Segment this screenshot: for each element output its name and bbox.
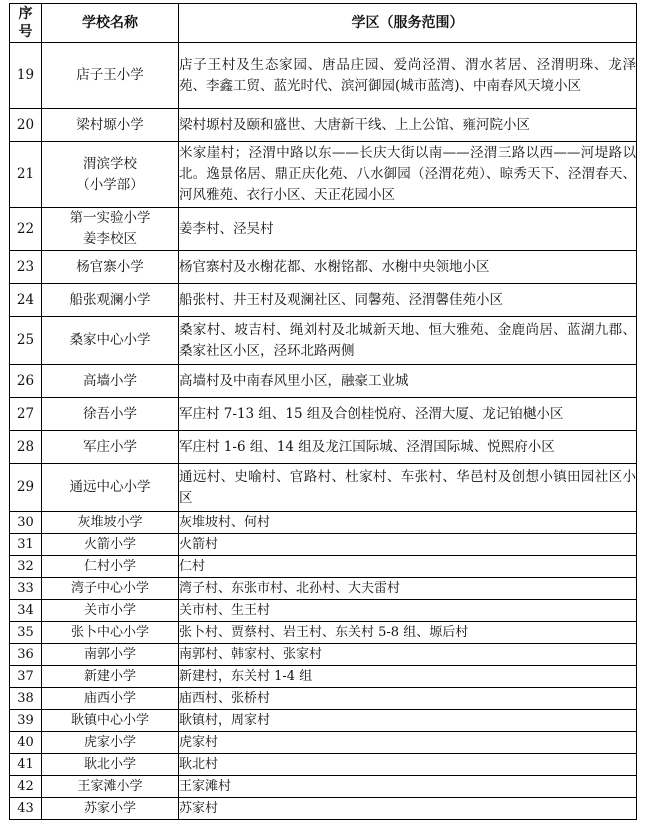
table-row [10, 776, 637, 798]
school-name: 店子王小学 [42, 43, 179, 109]
district-area: 新建村，东关村 1-4 组 [179, 666, 637, 688]
row-number: 36 [10, 644, 42, 666]
table-row [10, 688, 637, 710]
table-row [10, 556, 637, 578]
school-name: 火箭小学 [42, 534, 179, 556]
row-number: 32 [10, 556, 42, 578]
row-number: 41 [10, 754, 42, 776]
district-area: 船张村、井王村及观澜社区、同馨苑、泾渭馨佳苑小区 [179, 284, 637, 317]
school-name: 南郭小学 [42, 644, 179, 666]
school-name: 湾子中心小学 [42, 578, 179, 600]
table-row [10, 464, 637, 512]
district-area: 仁村 [179, 556, 637, 578]
school-name: 徐吾小学 [42, 398, 179, 431]
school-name: 军庄小学 [42, 431, 179, 464]
school-name: 桑家中心小学 [42, 317, 179, 365]
district-area: 张卜村、贾蔡村、岩王村、东关村 5-8 组、塬后村 [179, 622, 637, 644]
table-row [10, 622, 637, 644]
school-name: 张卜中心小学 [42, 622, 179, 644]
district-area: 灰堆坡村、何村 [179, 512, 637, 534]
school-name: 虎家小学 [42, 732, 179, 754]
school-name: 第一实验小学 姜李校区 [42, 208, 179, 251]
row-number: 37 [10, 666, 42, 688]
district-area: 米家崖村；泾渭中路以东——长庆大街以南——泾渭三路以西——河堤路以北。逸景佲居、鼎正庆化苑、八水御园（泾渭花苑）、晾秀天下、泾渭春天、河风雅苑、衣行小区、天正花园小区 [179, 142, 637, 208]
row-number: 22 [10, 208, 42, 251]
row-number: 29 [10, 464, 42, 512]
row-number: 26 [10, 365, 42, 398]
school-name: 高墙小学 [42, 365, 179, 398]
school-district-table [9, 3, 637, 820]
row-number: 33 [10, 578, 42, 600]
school-name: 灰堆坡小学 [42, 512, 179, 534]
table-row [10, 431, 637, 464]
table-row [10, 284, 637, 317]
school-name: 庙西小学 [42, 688, 179, 710]
table-row [10, 109, 637, 142]
district-area: 高墙村及中南春风里小区，融豪工业城 [179, 365, 637, 398]
table-row [10, 644, 637, 666]
table-row [10, 43, 637, 109]
table-row [10, 398, 637, 431]
school-name: 王家滩小学 [42, 776, 179, 798]
district-area: 火箭村 [179, 534, 637, 556]
school-name: 渭滨学校 （小学部） [42, 142, 179, 208]
school-district-table-container [9, 3, 637, 820]
row-number: 21 [10, 142, 42, 208]
district-area: 通远村、史喻村、官路村、杜家村、车张村、华邑村及创想小镇田园社区小区 [179, 464, 637, 512]
table-row [10, 208, 637, 251]
district-area: 耿镇村，周家村 [179, 710, 637, 732]
table-row [10, 142, 637, 208]
district-area: 姜李村、泾吴村 [179, 208, 637, 251]
row-number: 23 [10, 251, 42, 284]
table-body [10, 43, 637, 820]
row-number: 24 [10, 284, 42, 317]
table-row [10, 512, 637, 534]
row-number: 30 [10, 512, 42, 534]
row-number: 39 [10, 710, 42, 732]
table-row [10, 600, 637, 622]
district-area: 耿北村 [179, 754, 637, 776]
row-number: 27 [10, 398, 42, 431]
table-row [10, 365, 637, 398]
district-area: 湾子村、东张市村、北孙村、大夫雷村 [179, 578, 637, 600]
school-name: 新建小学 [42, 666, 179, 688]
table-row [10, 534, 637, 556]
school-name: 仁村小学 [42, 556, 179, 578]
school-name: 苏家小学 [42, 798, 179, 820]
header-number [10, 4, 42, 43]
district-area: 关市村、生王村 [179, 600, 637, 622]
table-row [10, 578, 637, 600]
school-name: 杨官寨小学 [42, 251, 179, 284]
header-school-name: 学校名称 [42, 4, 179, 43]
row-number: 19 [10, 43, 42, 109]
row-number: 38 [10, 688, 42, 710]
row-number: 42 [10, 776, 42, 798]
row-number: 25 [10, 317, 42, 365]
school-name: 船张观澜小学 [42, 284, 179, 317]
district-area: 军庄村 1-6 组、14 组及龙江国际城、泾渭国际城、悦熙府小区 [179, 431, 637, 464]
row-number: 35 [10, 622, 42, 644]
district-area: 苏家村 [179, 798, 637, 820]
school-name: 耿北小学 [42, 754, 179, 776]
row-number: 43 [10, 798, 42, 820]
school-name: 耿镇中心小学 [42, 710, 179, 732]
school-name: 通远中心小学 [42, 464, 179, 512]
table-row [10, 798, 637, 820]
district-area: 桑家村、坡吉村、绳刘村及北城新天地、恒大雅苑、金鹿尚居、蓝湖九郡、桑家社区小区，泾环北路两侧 [179, 317, 637, 365]
table-row [10, 754, 637, 776]
table-row [10, 666, 637, 688]
district-area: 南郭村、韩家村、张家村 [179, 644, 637, 666]
table-row [10, 732, 637, 754]
header-number-line1: 序 [18, 6, 33, 22]
row-number: 31 [10, 534, 42, 556]
district-area: 梁村塬村及颐和盛世、大唐新干线、上上公馆、雍河院小区 [179, 109, 637, 142]
header-district-area: 学区（服务范围） [179, 4, 637, 43]
table-row [10, 710, 637, 732]
district-area: 杨官寨村及水榭花都、水榭铭都、水榭中央领地小区 [179, 251, 637, 284]
row-number: 20 [10, 109, 42, 142]
district-area: 虎家村 [179, 732, 637, 754]
district-area: 王家滩村 [179, 776, 637, 798]
school-name: 梁村塬小学 [42, 109, 179, 142]
row-number: 40 [10, 732, 42, 754]
school-name: 关市小学 [42, 600, 179, 622]
district-area: 庙西村、张桥村 [179, 688, 637, 710]
district-area: 军庄村 7-13 组、15 组及合创桂悦府、泾渭大厦、龙记铂樾小区 [179, 398, 637, 431]
table-row [10, 317, 637, 365]
table-row [10, 251, 637, 284]
row-number: 34 [10, 600, 42, 622]
row-number: 28 [10, 431, 42, 464]
header-number-line2: 号 [18, 24, 33, 40]
district-area: 店子王村及生态家园、唐品庄园、爱尚泾渭、渭水茗居、泾渭明珠、龙泽苑、李鑫工贸、蓝光时代、滨河御园(城市蓝湾)、中南春风天境小区 [179, 43, 637, 109]
table-header-row [10, 4, 637, 43]
